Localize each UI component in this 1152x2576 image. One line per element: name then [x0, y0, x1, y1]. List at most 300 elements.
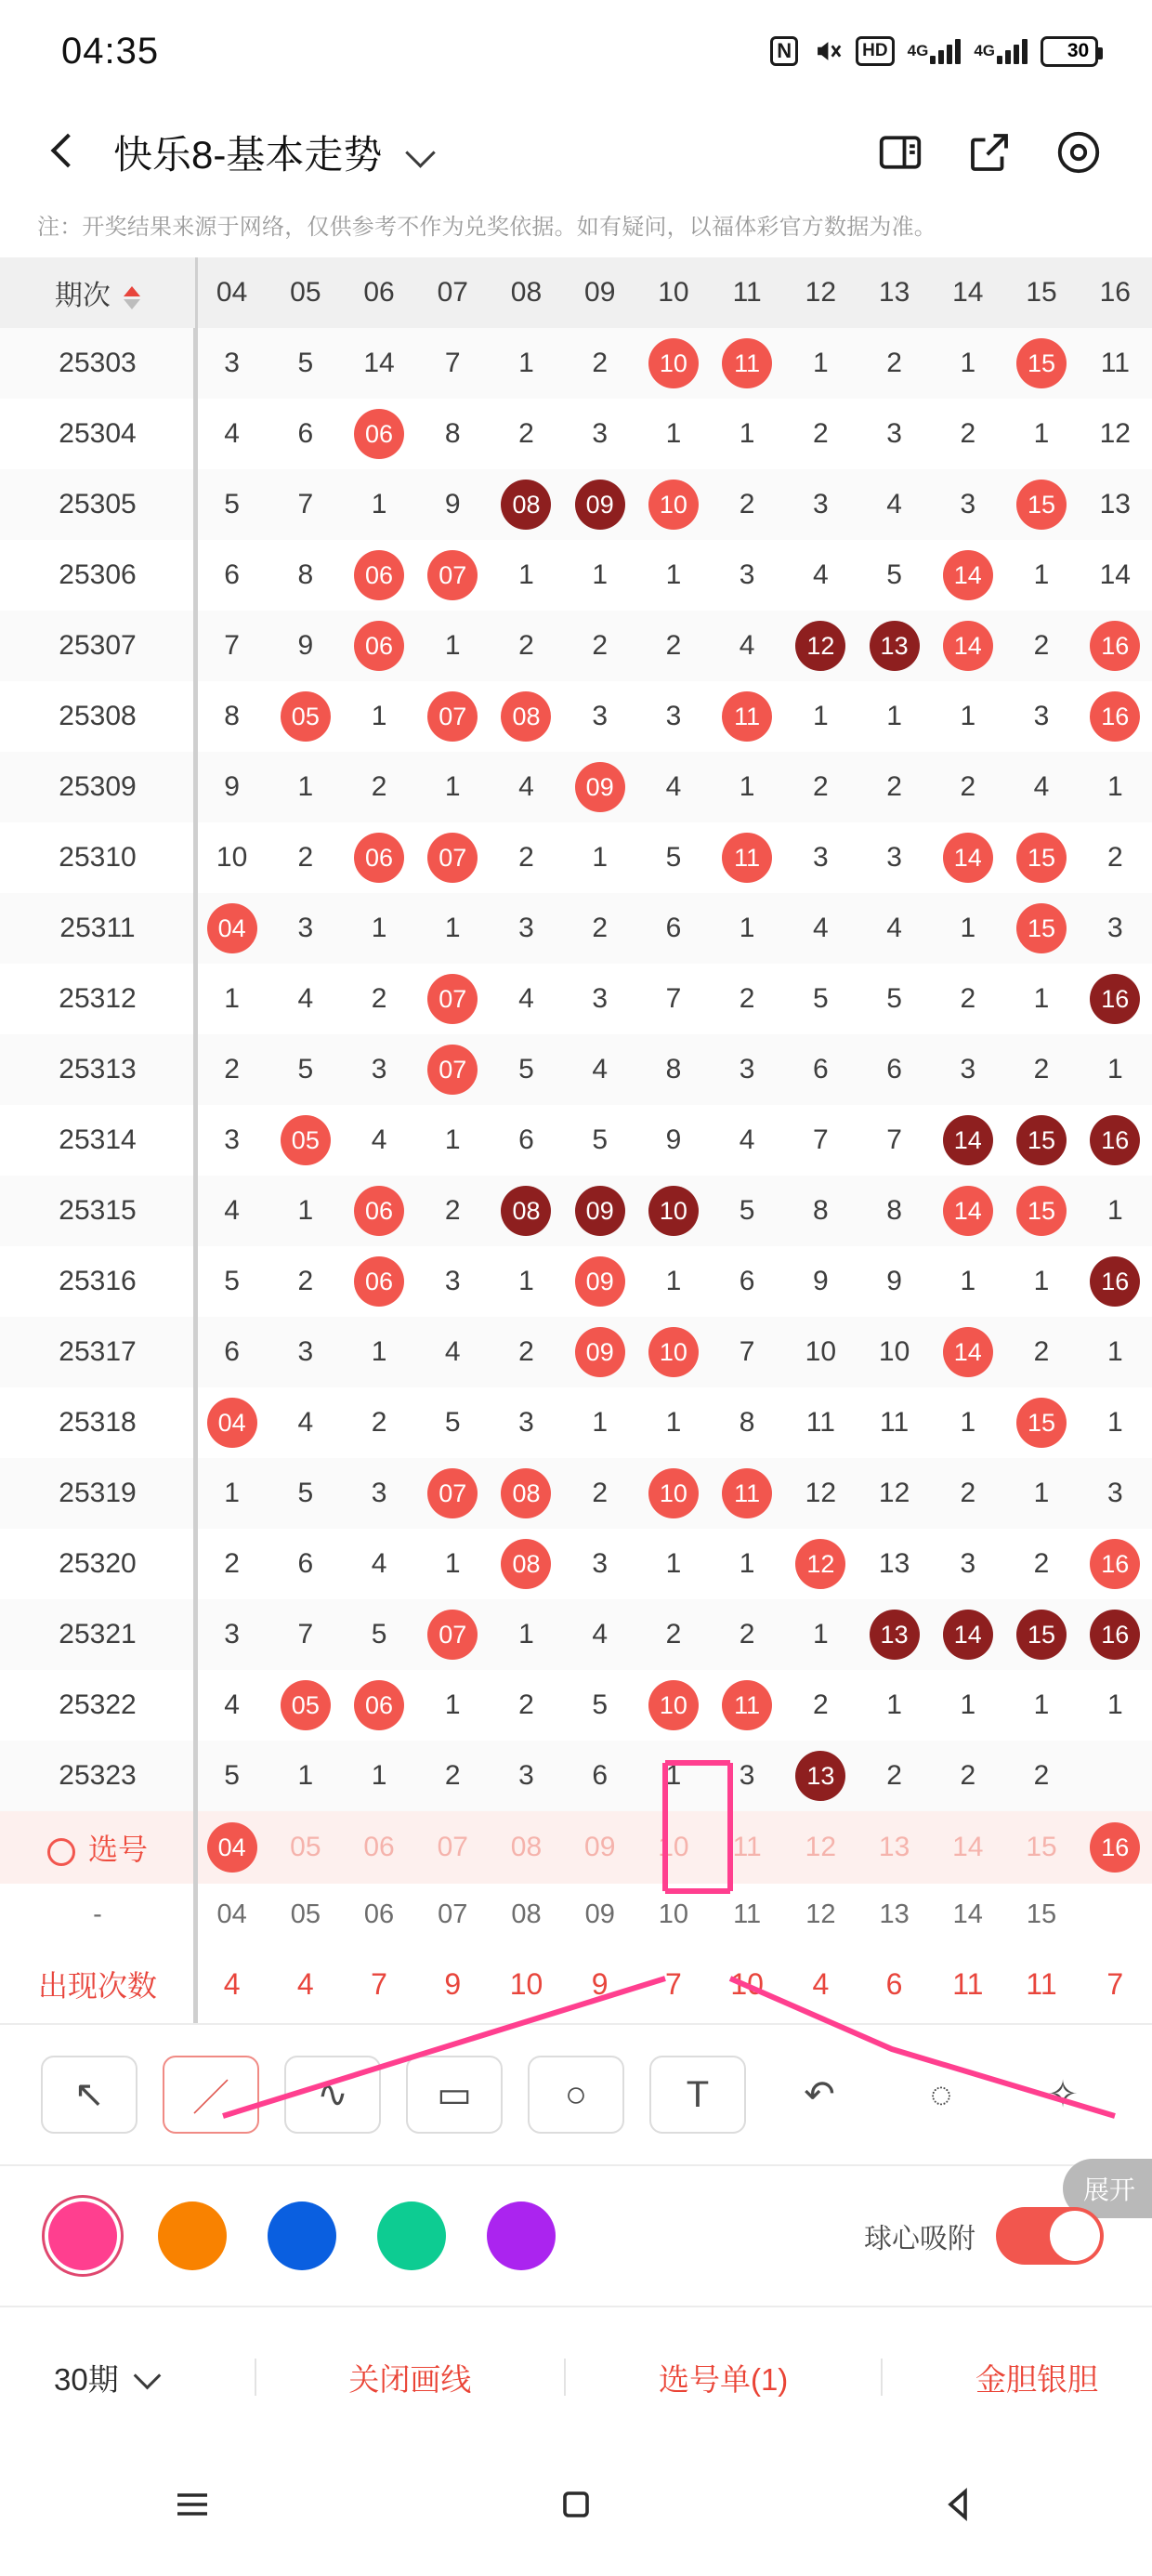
- cell-value[interactable]: 1: [297, 771, 314, 802]
- pick-selected-ball[interactable]: 04: [207, 1822, 257, 1873]
- table-row[interactable]: [0, 893, 1152, 964]
- cell-value[interactable]: 6: [224, 1336, 240, 1367]
- target-icon[interactable]: [1054, 127, 1104, 177]
- cell-value[interactable]: [636, 1458, 710, 1529]
- table-row[interactable]: [0, 822, 1152, 893]
- cell-value[interactable]: [416, 1458, 490, 1529]
- cell-value[interactable]: 10: [805, 1336, 837, 1367]
- cell-value[interactable]: 1: [739, 418, 755, 449]
- cell-value[interactable]: [416, 964, 490, 1034]
- cell-value[interactable]: [563, 752, 636, 822]
- cell-value[interactable]: 11: [805, 1407, 835, 1438]
- cell-value[interactable]: [931, 1599, 1004, 1670]
- cell-value[interactable]: 3: [224, 1619, 240, 1649]
- column-header-14[interactable]: 14: [931, 257, 1004, 328]
- cell-value[interactable]: [1079, 1741, 1152, 1811]
- cell-value[interactable]: 8: [444, 418, 461, 449]
- cell-value[interactable]: 2: [886, 771, 902, 802]
- ball-marker[interactable]: 16: [1090, 621, 1140, 671]
- gold-silver-button[interactable]: 金胆银胆: [975, 2361, 1098, 2397]
- color-swatch[interactable]: [377, 2201, 446, 2270]
- ball-marker[interactable]: 14: [943, 621, 993, 671]
- curve-tool[interactable]: [284, 2056, 381, 2134]
- table-row[interactable]: [0, 1387, 1152, 1458]
- cell-value[interactable]: 2: [813, 418, 829, 449]
- cell-value[interactable]: 3: [960, 1548, 976, 1579]
- cell-value[interactable]: 5: [592, 1124, 609, 1155]
- cell-value[interactable]: 1: [1106, 771, 1123, 802]
- cell-value[interactable]: 1: [1033, 983, 1050, 1014]
- cell-value[interactable]: 2: [1033, 1336, 1050, 1367]
- cell-value[interactable]: [711, 328, 784, 399]
- expand-button[interactable]: 展开: [1063, 2159, 1152, 2218]
- ball-marker[interactable]: 15: [1016, 1186, 1067, 1236]
- column-header-06[interactable]: 06: [342, 257, 415, 328]
- cell-value[interactable]: [1004, 893, 1078, 964]
- ball-marker[interactable]: 07: [427, 1610, 478, 1660]
- cell-value[interactable]: [195, 1387, 268, 1458]
- cell-value[interactable]: [784, 1741, 857, 1811]
- ball-marker[interactable]: 14: [943, 1610, 993, 1660]
- cell-value[interactable]: 2: [1033, 1054, 1050, 1084]
- cell-value[interactable]: 9: [444, 489, 461, 519]
- cell-value[interactable]: 1: [371, 1760, 387, 1791]
- cell-value[interactable]: 1: [665, 1548, 682, 1579]
- cell-value[interactable]: 1: [592, 1407, 609, 1438]
- cell-value[interactable]: 7: [444, 348, 461, 378]
- ball-marker[interactable]: 15: [1016, 338, 1067, 388]
- ball-marker[interactable]: 10: [648, 1186, 699, 1236]
- system-navbar[interactable]: [0, 2437, 1152, 2576]
- cell-value[interactable]: [490, 1529, 563, 1599]
- close-lines-button[interactable]: 关闭画线: [348, 2361, 472, 2397]
- cell-value[interactable]: 1: [1106, 1407, 1123, 1438]
- cell-value[interactable]: [416, 1034, 490, 1105]
- cell-value[interactable]: 3: [592, 1548, 609, 1579]
- pick-cell[interactable]: 08: [510, 1832, 543, 1862]
- eraser-tool[interactable]: [893, 2056, 989, 2134]
- cell-value[interactable]: 2: [224, 1548, 240, 1579]
- cell-value[interactable]: [342, 1670, 415, 1741]
- cell-value[interactable]: 2: [665, 630, 682, 661]
- cell-value[interactable]: 4: [297, 983, 314, 1014]
- cell-value[interactable]: [342, 540, 415, 611]
- ball-marker[interactable]: 16: [1090, 1115, 1140, 1165]
- cell-value[interactable]: 1: [1106, 1195, 1123, 1226]
- cell-value[interactable]: 6: [592, 1760, 609, 1791]
- cell-value[interactable]: 1: [886, 701, 902, 731]
- cell-value[interactable]: 10: [878, 1336, 910, 1367]
- cell-value[interactable]: [1079, 681, 1152, 752]
- ball-marker[interactable]: 11: [722, 1468, 772, 1518]
- cell-value[interactable]: 1: [960, 1266, 976, 1296]
- cell-value[interactable]: [711, 1458, 784, 1529]
- ball-marker[interactable]: 16: [1090, 1256, 1140, 1307]
- cell-value[interactable]: 1: [444, 1124, 461, 1155]
- cell-value[interactable]: [1004, 469, 1078, 540]
- table-row[interactable]: [0, 1105, 1152, 1176]
- table-row[interactable]: [0, 681, 1152, 752]
- cell-value[interactable]: 8: [665, 1054, 682, 1084]
- cell-value[interactable]: 2: [592, 1478, 609, 1508]
- column-header-07[interactable]: 07: [416, 257, 490, 328]
- pick-cell[interactable]: 09: [584, 1832, 616, 1862]
- cell-value[interactable]: 3: [739, 559, 755, 590]
- clear-all-tool[interactable]: [1015, 2056, 1111, 2134]
- cell-value[interactable]: 4: [739, 1124, 755, 1155]
- cell-value[interactable]: 2: [518, 1689, 534, 1720]
- cell-value[interactable]: 1: [1033, 1689, 1050, 1720]
- table-row[interactable]: [0, 1176, 1152, 1246]
- cell-value[interactable]: 2: [739, 1619, 755, 1649]
- cell-value[interactable]: 1: [960, 701, 976, 731]
- back-icon[interactable]: [937, 2482, 982, 2531]
- ball-marker[interactable]: 15: [1016, 903, 1067, 953]
- cell-value[interactable]: [1004, 1599, 1078, 1670]
- cell-value[interactable]: 4: [371, 1548, 387, 1579]
- cell-value[interactable]: 1: [813, 701, 829, 731]
- cell-value[interactable]: 2: [518, 630, 534, 661]
- cell-value[interactable]: 1: [665, 559, 682, 590]
- table-row[interactable]: [0, 540, 1152, 611]
- cell-value[interactable]: 3: [960, 489, 976, 519]
- cell-value[interactable]: [931, 540, 1004, 611]
- cell-value[interactable]: 10: [216, 842, 248, 873]
- cell-value[interactable]: 1: [224, 983, 240, 1014]
- period-selector[interactable]: [54, 2356, 162, 2399]
- ball-marker[interactable]: 04: [207, 1398, 257, 1448]
- cell-value[interactable]: 3: [665, 701, 682, 731]
- cell-value[interactable]: 12: [878, 1478, 910, 1508]
- ball-marker[interactable]: 10: [648, 1468, 699, 1518]
- ball-marker[interactable]: 05: [281, 1680, 331, 1730]
- cell-value[interactable]: 5: [886, 559, 902, 590]
- back-chevron-icon[interactable]: [43, 131, 85, 174]
- ball-marker[interactable]: 07: [427, 691, 478, 742]
- cell-value[interactable]: 3: [224, 348, 240, 378]
- cell-value[interactable]: [563, 1317, 636, 1387]
- cell-value[interactable]: 6: [813, 1054, 829, 1084]
- cell-value[interactable]: [268, 681, 342, 752]
- cell-value[interactable]: 2: [1033, 630, 1050, 661]
- cell-value[interactable]: 3: [371, 1054, 387, 1084]
- cell-value[interactable]: 13: [878, 1548, 910, 1579]
- trend-table-wrap[interactable]: [0, 257, 1152, 2204]
- cell-value[interactable]: [1079, 611, 1152, 681]
- pick-sheet-button[interactable]: 选号单(1): [658, 2361, 789, 2397]
- cell-value[interactable]: 1: [518, 1266, 534, 1296]
- cell-value[interactable]: 7: [886, 1124, 902, 1155]
- cell-value[interactable]: 3: [886, 418, 902, 449]
- ball-marker[interactable]: 10: [648, 1680, 699, 1730]
- sort-arrows-icon[interactable]: [124, 286, 140, 309]
- cell-value[interactable]: 6: [297, 1548, 314, 1579]
- cell-value[interactable]: [784, 1529, 857, 1599]
- color-swatches[interactable]: [48, 2201, 596, 2270]
- ball-marker[interactable]: 13: [795, 1751, 845, 1801]
- column-header-08[interactable]: 08: [490, 257, 563, 328]
- pick-cell[interactable]: 11: [732, 1832, 762, 1862]
- pick-cell[interactable]: [1079, 1811, 1152, 1884]
- cell-value[interactable]: [931, 1317, 1004, 1387]
- cell-value[interactable]: 2: [371, 983, 387, 1014]
- cell-value[interactable]: 2: [665, 1619, 682, 1649]
- column-header-13[interactable]: 13: [857, 257, 931, 328]
- ball-marker[interactable]: 04: [207, 903, 257, 953]
- cell-value[interactable]: 2: [592, 348, 609, 378]
- cell-value[interactable]: 2: [518, 418, 534, 449]
- cell-value[interactable]: 1: [224, 1478, 240, 1508]
- ball-marker[interactable]: 14: [943, 1186, 993, 1236]
- cell-value[interactable]: 8: [813, 1195, 829, 1226]
- cell-value[interactable]: 1: [739, 1548, 755, 1579]
- cell-value[interactable]: 5: [739, 1195, 755, 1226]
- ball-marker[interactable]: 06: [354, 1186, 404, 1236]
- cell-value[interactable]: 1: [371, 913, 387, 943]
- cell-value[interactable]: [563, 1246, 636, 1317]
- cell-value[interactable]: 3: [813, 489, 829, 519]
- cell-value[interactable]: 1: [518, 559, 534, 590]
- rectangle-tool[interactable]: [406, 2056, 503, 2134]
- cell-value[interactable]: 5: [224, 1266, 240, 1296]
- ball-marker[interactable]: 08: [501, 480, 551, 530]
- cell-value[interactable]: 4: [813, 559, 829, 590]
- cell-value[interactable]: 1: [444, 913, 461, 943]
- pick-selected-ball[interactable]: 16: [1090, 1822, 1140, 1873]
- cell-value[interactable]: 2: [592, 913, 609, 943]
- cell-value[interactable]: [711, 681, 784, 752]
- cell-value[interactable]: 4: [224, 418, 240, 449]
- table-row[interactable]: [0, 1670, 1152, 1741]
- cell-value[interactable]: 3: [297, 1336, 314, 1367]
- cell-value[interactable]: [857, 611, 931, 681]
- cell-value[interactable]: 2: [224, 1054, 240, 1084]
- ellipse-tool[interactable]: [528, 2056, 624, 2134]
- cell-value[interactable]: [416, 1599, 490, 1670]
- ball-marker[interactable]: 15: [1016, 1115, 1067, 1165]
- cell-value[interactable]: 1: [665, 1266, 682, 1296]
- ball-marker[interactable]: 15: [1016, 480, 1067, 530]
- cell-value[interactable]: 3: [960, 1054, 976, 1084]
- table-row[interactable]: [0, 1034, 1152, 1105]
- cell-value[interactable]: 1: [665, 418, 682, 449]
- ball-marker[interactable]: 05: [281, 691, 331, 742]
- ball-marker[interactable]: 06: [354, 833, 404, 883]
- cell-value[interactable]: 14: [363, 348, 395, 378]
- cell-value[interactable]: 3: [886, 842, 902, 873]
- cell-value[interactable]: 1: [592, 559, 609, 590]
- cell-value[interactable]: 2: [960, 1478, 976, 1508]
- pick-cell[interactable]: 05: [290, 1832, 321, 1862]
- action-row[interactable]: [0, 2307, 1152, 2447]
- table-row[interactable]: [0, 469, 1152, 540]
- cell-value[interactable]: [1004, 1387, 1078, 1458]
- ball-marker[interactable]: 09: [575, 1327, 625, 1377]
- cell-value[interactable]: 1: [1106, 1054, 1123, 1084]
- cell-value[interactable]: 5: [297, 1054, 314, 1084]
- ball-marker[interactable]: 09: [575, 1186, 625, 1236]
- cell-value[interactable]: 1: [444, 1548, 461, 1579]
- cell-value[interactable]: [636, 469, 710, 540]
- cell-value[interactable]: 1: [960, 1689, 976, 1720]
- cell-value[interactable]: 3: [444, 1266, 461, 1296]
- cell-value[interactable]: 5: [224, 1760, 240, 1791]
- color-swatch[interactable]: [268, 2201, 336, 2270]
- cell-value[interactable]: 5: [444, 1407, 461, 1438]
- cell-value[interactable]: 2: [518, 1336, 534, 1367]
- ball-marker[interactable]: 10: [648, 480, 699, 530]
- cell-value[interactable]: [342, 822, 415, 893]
- cell-value[interactable]: 9: [813, 1266, 829, 1296]
- column-header-15[interactable]: 15: [1004, 257, 1078, 328]
- cell-value[interactable]: 1: [371, 1336, 387, 1367]
- cell-value[interactable]: 8: [224, 701, 240, 731]
- cell-value[interactable]: 1: [665, 1407, 682, 1438]
- cell-value[interactable]: 3: [518, 1407, 534, 1438]
- cell-value[interactable]: [636, 1176, 710, 1246]
- line-tool[interactable]: [163, 2056, 259, 2134]
- cell-value[interactable]: 7: [665, 983, 682, 1014]
- cell-value[interactable]: 11: [880, 1407, 910, 1438]
- ball-marker[interactable]: 11: [722, 833, 772, 883]
- column-header-12[interactable]: 12: [784, 257, 857, 328]
- cell-value[interactable]: 5: [297, 348, 314, 378]
- pick-cell[interactable]: 12: [805, 1832, 837, 1862]
- cell-value[interactable]: 6: [665, 913, 682, 943]
- cell-value[interactable]: [563, 469, 636, 540]
- cell-value[interactable]: 4: [592, 1054, 609, 1084]
- table-row[interactable]: [0, 399, 1152, 469]
- ball-marker[interactable]: 15: [1016, 1610, 1067, 1660]
- cell-value[interactable]: 8: [739, 1407, 755, 1438]
- ball-marker[interactable]: 14: [943, 1115, 993, 1165]
- cell-value[interactable]: 2: [960, 418, 976, 449]
- cell-value[interactable]: 1: [444, 630, 461, 661]
- cell-value[interactable]: 4: [444, 1336, 461, 1367]
- cell-value[interactable]: 9: [665, 1124, 682, 1155]
- menu-icon[interactable]: [170, 2482, 215, 2531]
- table-row[interactable]: [0, 964, 1152, 1034]
- table-row[interactable]: [0, 752, 1152, 822]
- cell-value[interactable]: 2: [297, 842, 314, 873]
- table-body[interactable]: [0, 328, 1152, 2023]
- cell-value[interactable]: 3: [518, 913, 534, 943]
- cell-value[interactable]: 1: [960, 913, 976, 943]
- cell-value[interactable]: 2: [960, 771, 976, 802]
- cell-value[interactable]: 4: [518, 771, 534, 802]
- cell-value[interactable]: 3: [1106, 913, 1123, 943]
- cell-value[interactable]: 4: [665, 771, 682, 802]
- table-row[interactable]: [0, 1599, 1152, 1670]
- cell-value[interactable]: 11: [1100, 348, 1130, 378]
- ball-marker[interactable]: 11: [722, 691, 772, 742]
- cell-value[interactable]: 4: [371, 1124, 387, 1155]
- cell-value[interactable]: 6: [297, 418, 314, 449]
- cell-value[interactable]: 3: [518, 1760, 534, 1791]
- ball-marker[interactable]: 16: [1090, 691, 1140, 742]
- cell-value[interactable]: 1: [592, 842, 609, 873]
- sidebar-toggle-icon[interactable]: [875, 127, 925, 177]
- cell-value[interactable]: 7: [224, 630, 240, 661]
- cell-value[interactable]: [711, 1670, 784, 1741]
- cell-value[interactable]: [1079, 1105, 1152, 1176]
- cell-value[interactable]: [416, 540, 490, 611]
- cell-value[interactable]: 4: [739, 630, 755, 661]
- cell-value[interactable]: 1: [665, 1760, 682, 1791]
- cell-value[interactable]: 5: [224, 489, 240, 519]
- cell-value[interactable]: [416, 681, 490, 752]
- cell-value[interactable]: 8: [297, 559, 314, 590]
- undo-tool[interactable]: [771, 2056, 868, 2134]
- cell-value[interactable]: 3: [813, 842, 829, 873]
- cell-value[interactable]: [416, 822, 490, 893]
- cell-value[interactable]: 2: [739, 983, 755, 1014]
- cell-value[interactable]: 4: [886, 913, 902, 943]
- ball-marker[interactable]: 07: [427, 1468, 478, 1518]
- color-palette-row[interactable]: [0, 2166, 1152, 2306]
- color-swatch[interactable]: [48, 2201, 117, 2270]
- cell-value[interactable]: 1: [371, 489, 387, 519]
- cell-value[interactable]: 2: [444, 1760, 461, 1791]
- ball-marker[interactable]: 09: [575, 762, 625, 812]
- table-row[interactable]: [0, 1458, 1152, 1529]
- ball-marker[interactable]: 08: [501, 1186, 551, 1236]
- table-row[interactable]: [0, 1246, 1152, 1317]
- cell-value[interactable]: [857, 1599, 931, 1670]
- ball-marker[interactable]: 05: [281, 1115, 331, 1165]
- cell-value[interactable]: [931, 611, 1004, 681]
- text-tool[interactable]: [649, 2056, 746, 2134]
- snap-toggle[interactable]: [996, 2207, 1104, 2265]
- cell-value[interactable]: [342, 611, 415, 681]
- cell-value[interactable]: 3: [739, 1054, 755, 1084]
- ball-marker[interactable]: 09: [575, 480, 625, 530]
- cell-value[interactable]: 9: [297, 630, 314, 661]
- ball-marker[interactable]: 08: [501, 1468, 551, 1518]
- ball-marker[interactable]: 16: [1090, 1610, 1140, 1660]
- ball-marker[interactable]: 07: [427, 550, 478, 600]
- ball-marker[interactable]: 13: [870, 621, 920, 671]
- cell-value[interactable]: 2: [1106, 842, 1123, 873]
- cell-value[interactable]: 1: [739, 771, 755, 802]
- cell-value[interactable]: 1: [813, 348, 829, 378]
- cell-value[interactable]: [1004, 1105, 1078, 1176]
- column-header-11[interactable]: 11: [711, 257, 784, 328]
- cell-value[interactable]: [490, 1176, 563, 1246]
- ball-marker[interactable]: 07: [427, 833, 478, 883]
- cell-value[interactable]: 2: [886, 1760, 902, 1791]
- cell-value[interactable]: [268, 1670, 342, 1741]
- cell-value[interactable]: 7: [297, 489, 314, 519]
- cell-value[interactable]: [342, 1246, 415, 1317]
- cell-value[interactable]: 13: [1099, 489, 1131, 519]
- ball-marker[interactable]: 15: [1016, 1398, 1067, 1448]
- cell-value[interactable]: 9: [224, 771, 240, 802]
- cell-value[interactable]: 2: [371, 1407, 387, 1438]
- ball-marker[interactable]: 10: [648, 338, 699, 388]
- column-header-09[interactable]: 09: [563, 257, 636, 328]
- cell-value[interactable]: 5: [813, 983, 829, 1014]
- cell-value[interactable]: 2: [960, 1760, 976, 1791]
- cell-value[interactable]: 4: [224, 1195, 240, 1226]
- cell-value[interactable]: [342, 1176, 415, 1246]
- cell-value[interactable]: 1: [444, 771, 461, 802]
- cell-value[interactable]: [1079, 964, 1152, 1034]
- cell-value[interactable]: 4: [592, 1619, 609, 1649]
- cell-value[interactable]: 1: [886, 1689, 902, 1720]
- pick-cell[interactable]: [195, 1811, 268, 1884]
- cell-value[interactable]: 3: [592, 983, 609, 1014]
